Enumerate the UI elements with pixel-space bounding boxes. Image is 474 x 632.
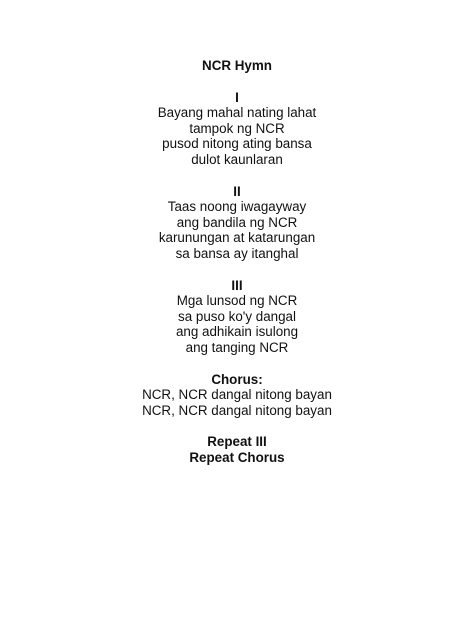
verse-heading: II [233, 183, 241, 199]
verse-line: ang bandila ng NCR [176, 214, 298, 230]
chorus [0, 372, 474, 419]
verse-heading: I [235, 89, 239, 105]
verse-line: Taas noong iwagayway [167, 199, 307, 215]
repeat-line: Repeat Chorus [189, 449, 285, 465]
verse-line: tampok ng NCR [189, 120, 285, 136]
verse-2 [0, 184, 474, 262]
verse-line: karunungan at katarungan [158, 230, 316, 246]
page-title: NCR Hymn [202, 58, 272, 73]
verse-line: sa bansa ay itanghal [175, 245, 299, 261]
verse-line: dulot kaunlaran [191, 151, 283, 167]
verse-line: Mga lunsod ng NCR [176, 293, 298, 309]
verse-3 [0, 278, 474, 356]
chorus-line: NCR, NCR dangal nitong bayan [142, 387, 332, 403]
verse-line: pusod nitong ating bansa [162, 136, 312, 152]
verse-line: ang tanging NCR [185, 339, 289, 355]
chorus-heading: Chorus: [211, 371, 263, 387]
repeat-instructions [0, 434, 474, 465]
chorus-line: NCR, NCR dangal nitong bayan [142, 402, 332, 418]
verse-line: ang adhikain isulong [175, 324, 299, 340]
verse-heading: III [231, 277, 243, 293]
verse-line: sa puso ko'y dangal [178, 308, 296, 324]
hymn-content [0, 58, 474, 465]
repeat-line: Repeat III [207, 434, 267, 450]
verse-1 [0, 90, 474, 168]
verse-line: Bayang mahal nating lahat [157, 105, 317, 121]
